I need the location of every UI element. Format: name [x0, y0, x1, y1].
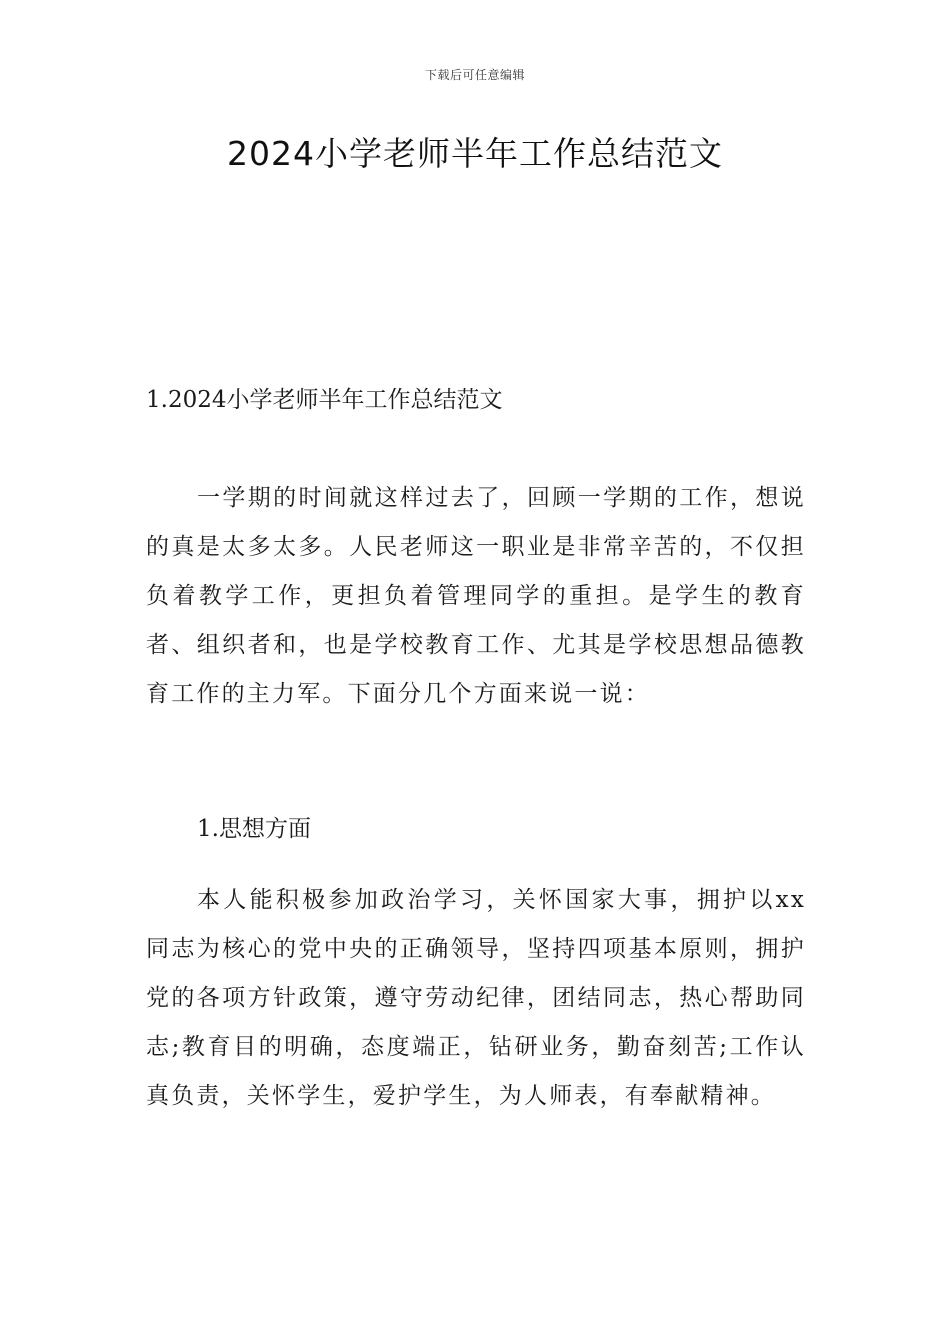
sub-heading-thought: 1.思想方面 — [197, 816, 311, 842]
thought-paragraph: 本人能积极参加政治学习，关怀国家大事，拥护以xx同志为核心的党中央的正确领导，坚持四项基本原则，拥护党的各项方针政策，遵守劳动纪律，团结同志，热心帮助同志;教育目的明确，态度端正，钻研业务，勤奋刻苦;工作认真负责，关怀学生，爱护学生，为人师表，有奉献精神。 — [146, 887, 806, 1109]
intro-paragraph: 一学期的时间就这样过去了，回顾一学期的工作，想说的真是太多太多。人民老师这一职业是非常辛苦的，不仅担负着教学工作，更担负着管理同学的重担。是学生的教育者、组织者和，也是学校教育工作、尤其是学校思想品德教育工作的主力军。下面分几个方面来说一说： — [146, 485, 806, 707]
section-heading: 1.2024小学老师半年工作总结范文 — [146, 387, 503, 413]
document-title: 2024小学老师半年工作总结范文 — [227, 134, 723, 173]
header-note: 下载后可任意编辑 — [424, 68, 525, 82]
